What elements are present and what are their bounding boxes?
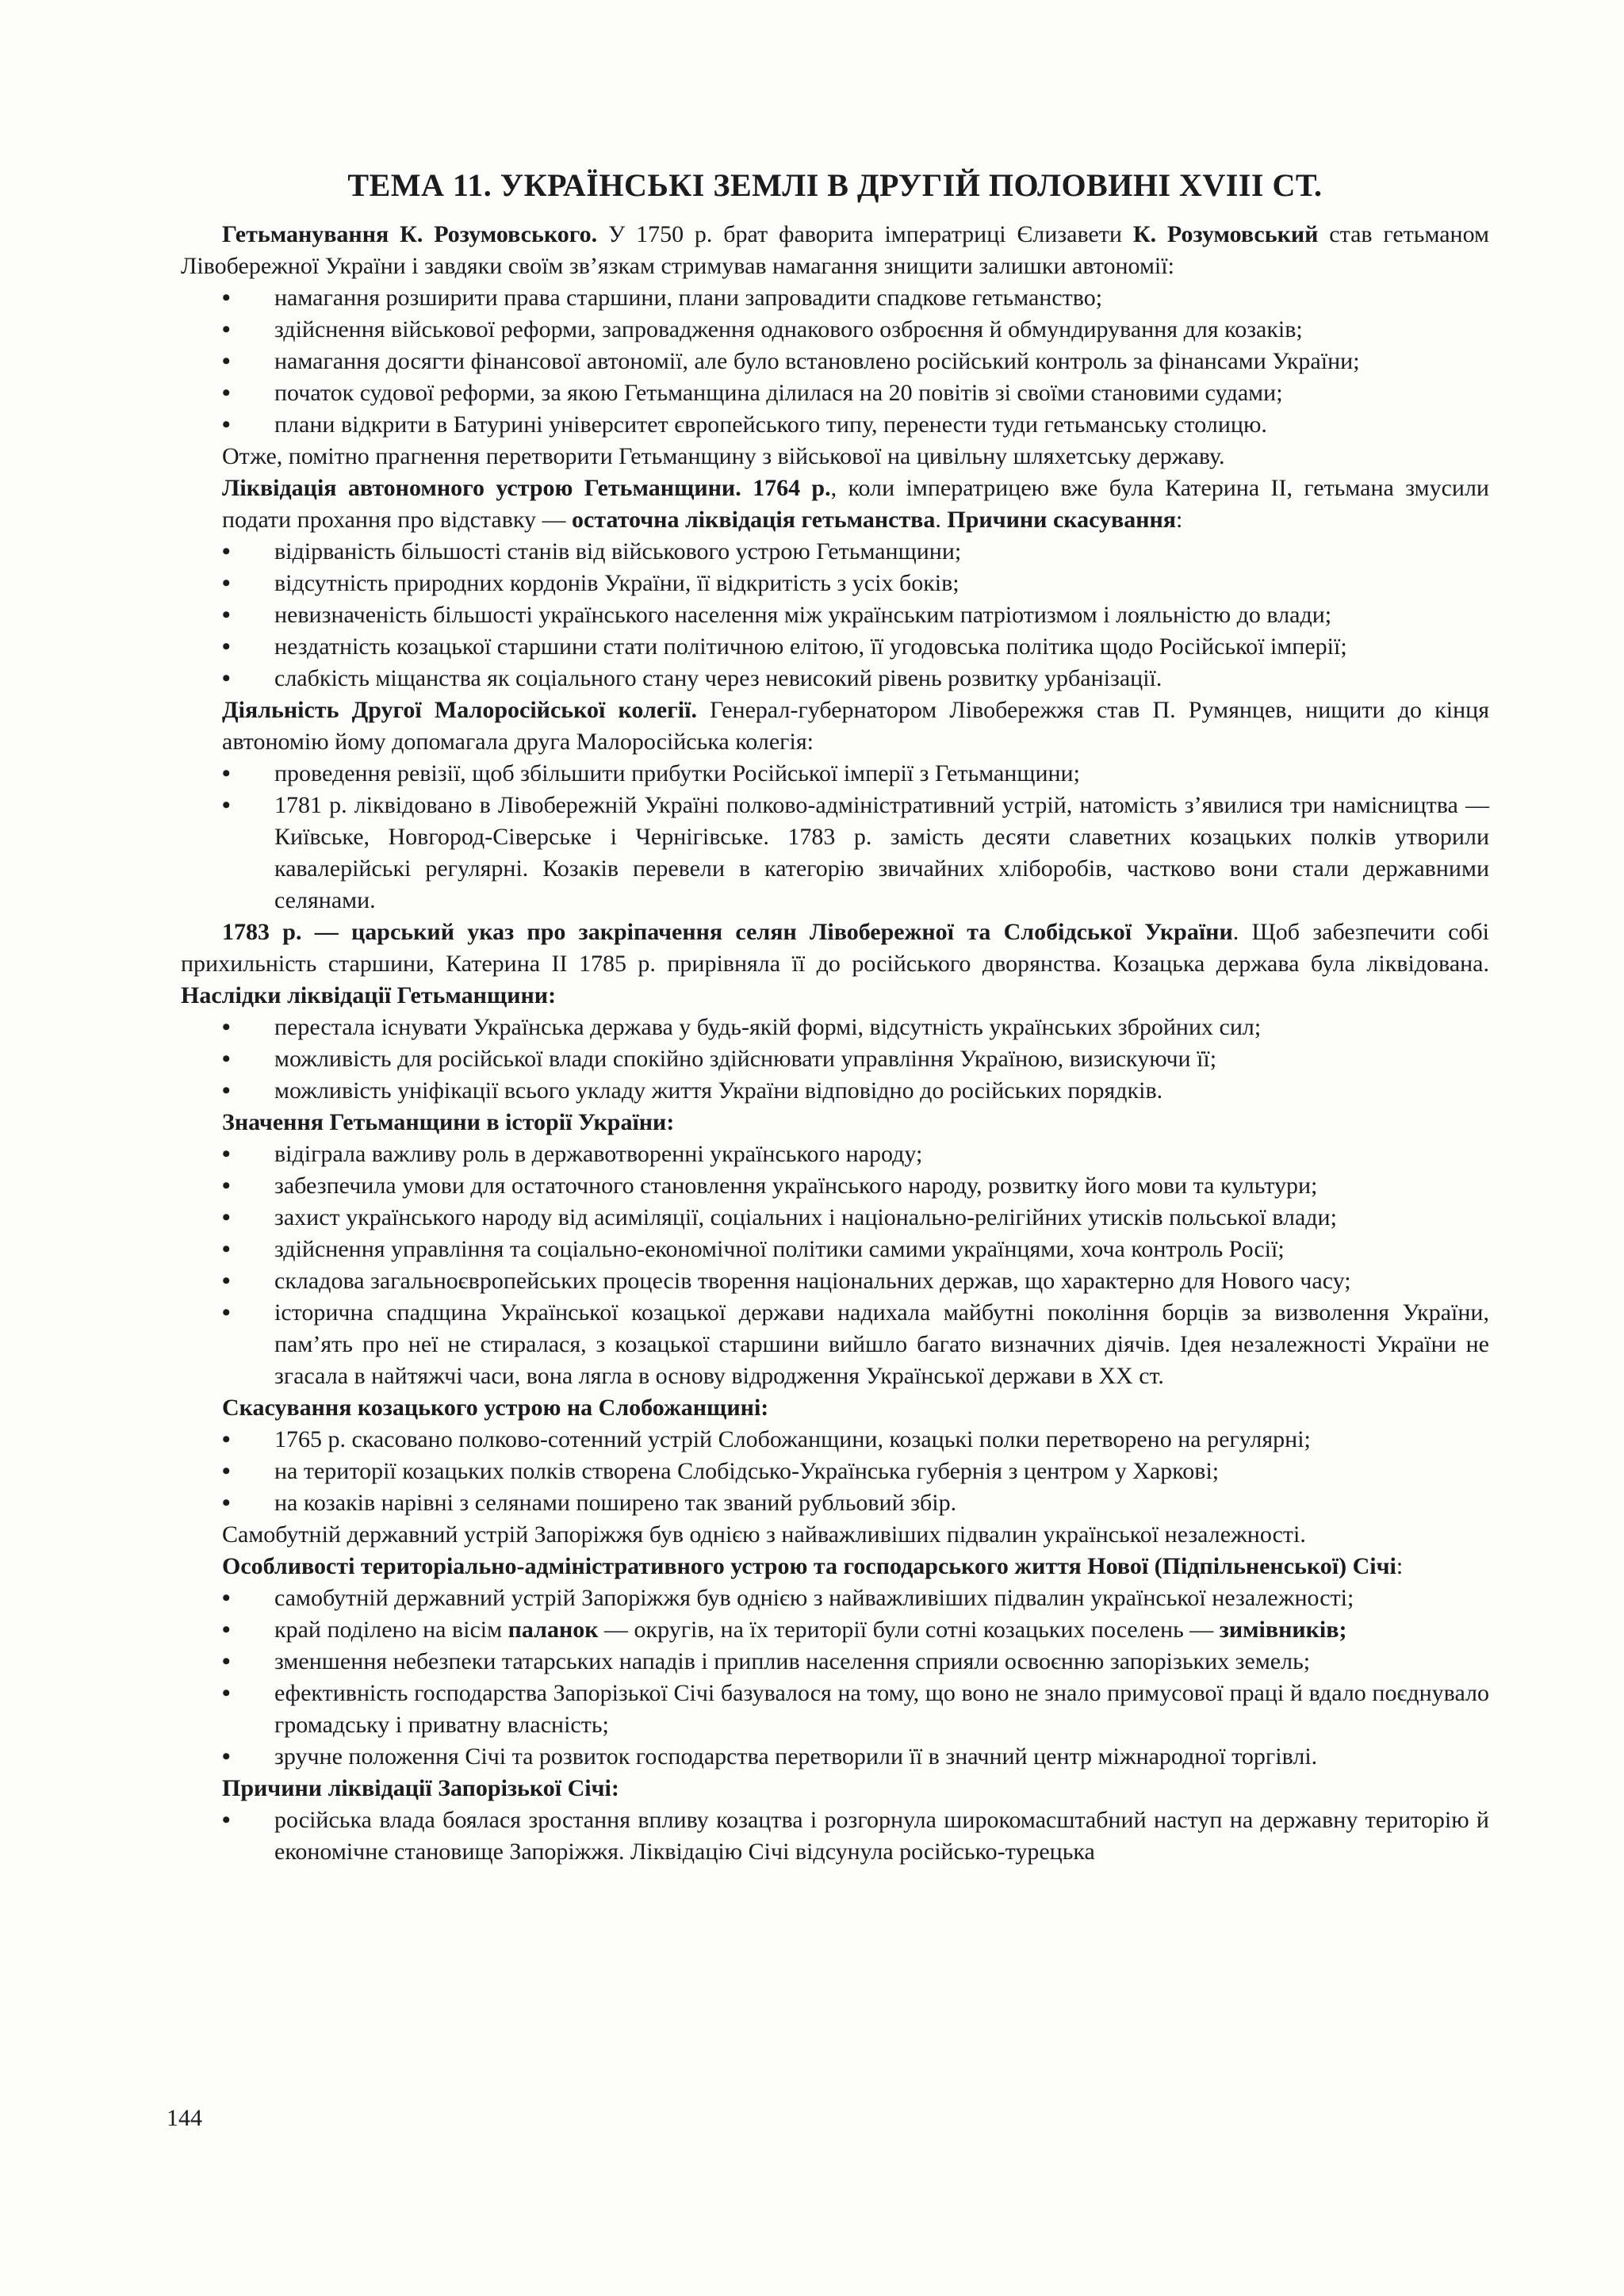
slobozhanshchyna-list [181, 1424, 1489, 1519]
sich-liquidation-list [181, 1804, 1489, 1868]
list-item: • нездатність козацької старшини стати політичною елітою, її угодовська політика щодо Російської імперії; [181, 631, 1489, 663]
list-item: • російська влада боялася зростання впливу козацтва і розгорнула широкомасштабний наступ на державну територію й економічне становище Запоріжжя. Ліквідацію Січі відсунула російсько-турецька [181, 1804, 1489, 1868]
list-item: • ефективність господарства Запорізької Січі базувалося на тому, що воно не знало примусової праці й вдало поєднувало громадську і приватну власність; [181, 1678, 1489, 1741]
list-item: • край поділено на вісім паланок — округів, на їх території були сотні козацьких поселень — зимівників; [181, 1614, 1489, 1646]
liquidation-reasons-list [181, 536, 1489, 695]
list-item: • плани відкрити в Батурині університет європейського типу, перенести туди гетьманську столицю. [181, 409, 1489, 441]
section-heading: Діяльність Другої Малоросійської колегії. [222, 697, 697, 723]
list-item: • здійснення військової реформи, запровадження однакового озброєння й обмундирування для козаків; [181, 314, 1489, 346]
list-item: • початок судової реформи, за якою Гетьманщина ділилася на 20 повітів зі своїми становими судами; [181, 377, 1489, 409]
section-serfdom-intro: 1783 р. — царський указ про закріпачення селян Лівобережної та Слобідської України. Щоб забезпечити собі прихильність старшини, Катерина II 1785 р. прирівняла її до російського дворянства. Козацька держава була ліквідована. Наслідки ліквідації Гетьманщини: [181, 919, 1489, 1008]
list-item: • 1781 р. ліквідовано в Лівобережній Україні полково-адміністративний устрій, натомість з’явилися три намісництва — Київське, Новгород-Сіверське і Чернігівське. 1783 р. замість десяти славетних козацьких полків утворили кавалерійські регулярні. Козаків перевели в категорію звичайних хліборобів, частково вони стали державними селянами. [181, 790, 1489, 916]
section-heading: Скасування козацького устрою на Слобожанщині: [222, 1395, 769, 1421]
section-liquidation-intro: Ліквідація автономного устрою Гетьманщини. 1764 р., коли імператрицею вже була Катерина II, гетьмана змусили подати прохання про відставку — остаточна ліквідація гетьманства. Причини скасування: [222, 475, 1489, 533]
list-item: • намагання розширити права старшини, плани запровадити спадкове гетьманство; [181, 282, 1489, 314]
list-item: • історична спадщина Української козацької держави надихала майбутні покоління борців за визволення України, пам’ять про неї не стиралася, з козацької старшини вийшло багато визначних діячів. Ідея незалежності України не згасала в найтяжчі часи, вона лягла в основу відродження Української держави в XX ст. [181, 1297, 1489, 1392]
list-item: • перестала існувати Українська держава у будь-якій формі, відсутність українських збройних сил; [181, 1012, 1489, 1043]
new-sich-list [181, 1582, 1489, 1773]
list-item: • невизначеність більшості українського населення між українським патріотизмом і лояльністю до влади; [181, 599, 1489, 631]
section-conclusion: Отже, помітно прагнення перетворити Гетьманщину з військової на цивільну шляхетську державу. [222, 443, 1225, 469]
razumovsky-list [181, 282, 1489, 441]
section-razumovsky-intro: Гетьманування К. Розумовського. У 1750 р. брат фаворита імператриці Єлизавети К. Розумовський став гетьманом Лівобережної України і завдяки своїм зв’язкам стримував намагання знищити залишки автономії: [181, 221, 1490, 279]
list-item: • забезпечила умови для остаточного становлення українського народу, розвитку його мови та культури; [181, 1170, 1489, 1202]
list-item: • самобутній державний устрій Запоріжжя був однією з найважливіших підвалин української незалежності; [181, 1582, 1489, 1614]
section-new-sich-intro: Особливості територіально-адміністративного устрою та господарського життя Нової (Підпільненської) Січі: [222, 1553, 1404, 1579]
collegium-list [181, 758, 1489, 916]
list-item: • здійснення управління та соціально-економічної політики самими українцями, хоча контроль Росії; [181, 1234, 1489, 1265]
list-item: • намагання досягти фінансової автономії, але було встановлено російський контроль за фінансами України; [181, 346, 1489, 377]
page-title: ТЕМА 11. УКРАЇНСЬКІ ЗЕМЛІ В ДРУГІЙ ПОЛОВИНІ XVIII СТ. [347, 167, 1323, 203]
page-number: 144 [167, 2105, 202, 2131]
list-item: • відіграла важливу роль в державотворенні українського народу; [181, 1138, 1489, 1170]
list-item: • складова загальноєвропейських процесів творення національних держав, що характерно для Нового часу; [181, 1265, 1489, 1297]
section-heading: Гетьманування К. Розумовського. [222, 221, 598, 247]
consequences-list [181, 1012, 1489, 1107]
page-content [181, 163, 1489, 1868]
section-heading: Значення Гетьманщини в історії України: [222, 1109, 675, 1135]
section-heading: 1783 р. — царський указ про закріпачення селян Лівобережної та Слобідської України [222, 919, 1233, 945]
section-heading: Особливості територіально-адміністративного устрою та господарського життя Нової (Підпільненської) Січі [222, 1553, 1396, 1579]
list-item: • захист українського народу від асиміляції, соціальних і національно-релігійних утисків польської влади; [181, 1202, 1489, 1234]
list-item: • відірваність більшості станів від військового устрою Гетьманщини; [181, 536, 1489, 568]
section-collegium-intro: Діяльність Другої Малоросійської колегії. Генерал-губернатором Лівобережжя став П. Румянцев, нищити до кінця автономію йому допомагала друга Малоросійська колегія: [222, 697, 1489, 755]
list-item: • зручне положення Січі та розвиток господарства перетворили її в значний центр міжнародної торгівлі. [181, 1741, 1489, 1773]
section-heading: Ліквідація автономного устрою Гетьманщини. 1764 р. [222, 475, 831, 501]
list-item: • 1765 р. скасовано полково-сотенний устрій Слобожанщини, козацькі полки перетворено на регулярні; [181, 1424, 1489, 1456]
list-item: • проведення ревізії, щоб збільшити прибутки Російської імперії з Гетьманщини; [181, 758, 1489, 790]
section-heading: Причини ліквідації Запорізької Січі: [222, 1775, 619, 1801]
significance-list [181, 1138, 1489, 1392]
list-item: • на території козацьких полків створена Слобідсько-Українська губернія з центром у Харкові; [181, 1456, 1489, 1487]
section-slobozhanshchyna-heading [181, 1392, 1489, 1424]
list-item: • можливість для російської влади спокійно здійснювати управління Україною, визискуючи її; [181, 1043, 1489, 1075]
section-sich-liquidation-heading [181, 1773, 1489, 1804]
list-item: • можливість уніфікації всього укладу життя України відповідно до російських порядків. [181, 1075, 1489, 1107]
list-item: • на козаків нарівні з селянами поширено так званий рубльовий збір. [181, 1487, 1489, 1519]
list-item: • зменшення небезпеки татарських нападів і приплив населення сприяли освоєнню запорізьких земель; [181, 1646, 1489, 1678]
section-significance-heading [181, 1107, 1489, 1138]
list-item: • відсутність природних кордонів України, її відкритість з усіх боків; [181, 568, 1489, 599]
section-note: Самобутній державний устрій Запоріжжя був однією з найважливіших підвалин української незалежності. [222, 1521, 1306, 1548]
list-item: • слабкість міщанства як соціального стану через невисокий рівень розвитку урбанізації. [181, 663, 1489, 695]
